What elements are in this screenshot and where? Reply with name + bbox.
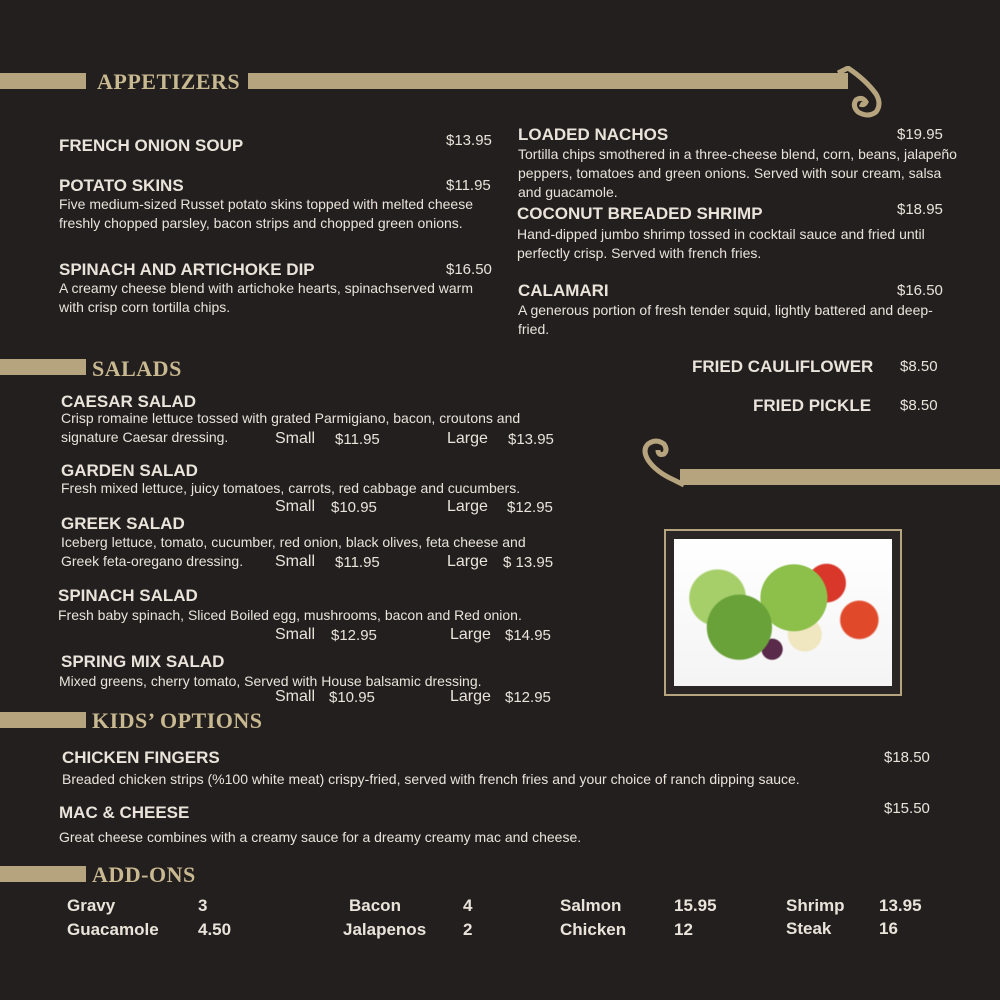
item-name: LOADED NACHOS (518, 125, 669, 144)
item-name: FRIED PICKLE (753, 396, 872, 415)
salad-photo-frame (664, 529, 902, 696)
size-label: Large (450, 626, 491, 643)
large-price: $12.95 (507, 499, 553, 516)
item-price: $16.50 (446, 261, 492, 278)
salad-description: Crisp romaine lettuce tossed with grated Parmigiano, bacon, croutons and signature Caesar dressing. (61, 410, 521, 445)
large-price: $13.95 (508, 431, 554, 448)
size-label: Small (275, 430, 316, 447)
salad-name: SPINACH SALAD (58, 586, 198, 605)
item-price: $19.95 (897, 126, 943, 143)
addon-name: Shrimp (786, 896, 845, 915)
large-price: $ 13.95 (503, 554, 554, 571)
size-label: Large (447, 430, 488, 447)
size-label: Small (275, 498, 316, 515)
small-price: $11.95 (335, 431, 380, 448)
item-price: $18.95 (897, 201, 943, 218)
scroll-ornament-icon (836, 66, 886, 120)
item-name: COCONUT BREADED SHRIMP (517, 204, 763, 223)
salad-description: Fresh baby spinach, Sliced Boiled egg, mushrooms, bacon and Red onion. (58, 607, 522, 623)
item-description: Tortilla chips smothered in a three-cheese blend, corn, beans, jalapeño peppers, tomatoes and green onions. Served with sour cream, salsa and guacamole. (518, 146, 957, 200)
addon-name: Jalapenos (343, 920, 427, 939)
item-price: $8.50 (900, 397, 938, 414)
size-label: Large (447, 553, 488, 570)
addon-price: 3 (198, 896, 208, 915)
kids-title: KIDS’ OPTIONS (92, 708, 263, 733)
item-description: A generous portion of fresh tender squid, lightly battered and deep-fried. (518, 302, 933, 337)
appetizers-title: APPETIZERS (97, 69, 241, 94)
kids-item-price: $15.50 (884, 800, 930, 817)
small-price: $11.95 (335, 554, 380, 571)
addons-bar (0, 866, 86, 882)
addon-name: Gravy (67, 896, 116, 915)
item-name: POTATO SKINS (59, 176, 184, 195)
salad-name: SPRING MIX SALAD (61, 652, 225, 671)
salad-photo (674, 539, 892, 686)
kids-item-name: CHICKEN FINGERS (62, 748, 220, 767)
small-price: $10.95 (331, 499, 377, 516)
size-label: Small (275, 626, 316, 643)
kids-item-price: $18.50 (884, 749, 930, 766)
addon-name: Salmon (560, 896, 622, 915)
item-name: CALAMARI (518, 281, 609, 300)
item-description: Five medium-sized Russet potato skins topped with melted cheese freshly chopped parsley, bacon strips and chopped green onions. (59, 196, 473, 231)
addon-name: Guacamole (67, 920, 159, 939)
appetizers-bar-left (0, 73, 86, 89)
size-label: Large (450, 688, 491, 705)
addon-price: 4 (463, 896, 473, 915)
appetizers-bar-right (248, 73, 848, 89)
item-price: $11.95 (446, 177, 491, 194)
salad-name: CAESAR SALAD (61, 392, 197, 411)
addon-price: 4.50 (198, 920, 232, 939)
item-price: $8.50 (900, 358, 938, 375)
size-label: Large (447, 498, 488, 515)
right-divider-bar (680, 469, 1000, 485)
size-label: Small (275, 553, 316, 570)
item-name: FRIED CAULIFLOWER (692, 357, 874, 376)
salads-title: SALADS (92, 356, 182, 381)
kids-item-name: MAC & CHEESE (59, 803, 190, 822)
item-price: $16.50 (897, 282, 943, 299)
item-name: SPINACH AND ARTICHOKE DIP (59, 260, 315, 279)
addon-price: 15.95 (674, 896, 717, 915)
item-description: Hand-dipped jumbo shrimp tossed in cocktail sauce and fried until perfectly crisp. Served with french fries. (517, 226, 925, 261)
addon-name: Steak (786, 919, 832, 938)
salad-description: Iceberg lettuce, tomato, cucumber, red onion, black olives, feta cheese and Greek feta-oregano dressing. (61, 534, 526, 569)
size-label: Small (275, 688, 316, 705)
addon-price: 12 (674, 920, 693, 939)
addon-price: 2 (463, 920, 473, 939)
salad-name: GREEK SALAD (61, 514, 185, 533)
large-price: $12.95 (505, 689, 551, 706)
large-price: $14.95 (505, 627, 551, 644)
salads-bar (0, 359, 86, 375)
addons-title: ADD-ONS (92, 862, 196, 887)
addon-price: 13.95 (879, 896, 922, 915)
small-price: $12.95 (331, 627, 377, 644)
item-name: FRENCH ONION SOUP (59, 136, 244, 155)
salad-description: Fresh mixed lettuce, juicy tomatoes, carrots, red cabbage and cucumbers. (61, 480, 521, 496)
salad-name: GARDEN SALAD (61, 461, 198, 480)
kids-item-description: Breaded chicken strips (%100 white meat) crispy-fried, served with french fries and your choice of ranch dipping sauce. (62, 771, 800, 787)
addon-price: 16 (879, 919, 898, 938)
item-price: $13.95 (446, 132, 492, 149)
salad-description: Mixed greens, cherry tomato, Served with House balsamic dressing. (59, 673, 482, 689)
kids-item-description: Great cheese combines with a creamy sauce for a dreamy creamy mac and cheese. (59, 829, 582, 845)
small-price: $10.95 (329, 689, 375, 706)
item-description: A creamy cheese blend with artichoke hearts, spinachserved warm with crisp corn tortilla chips. (59, 280, 473, 315)
addon-name: Chicken (560, 920, 627, 939)
addon-name: Bacon (349, 896, 401, 915)
kids-bar (0, 712, 86, 728)
